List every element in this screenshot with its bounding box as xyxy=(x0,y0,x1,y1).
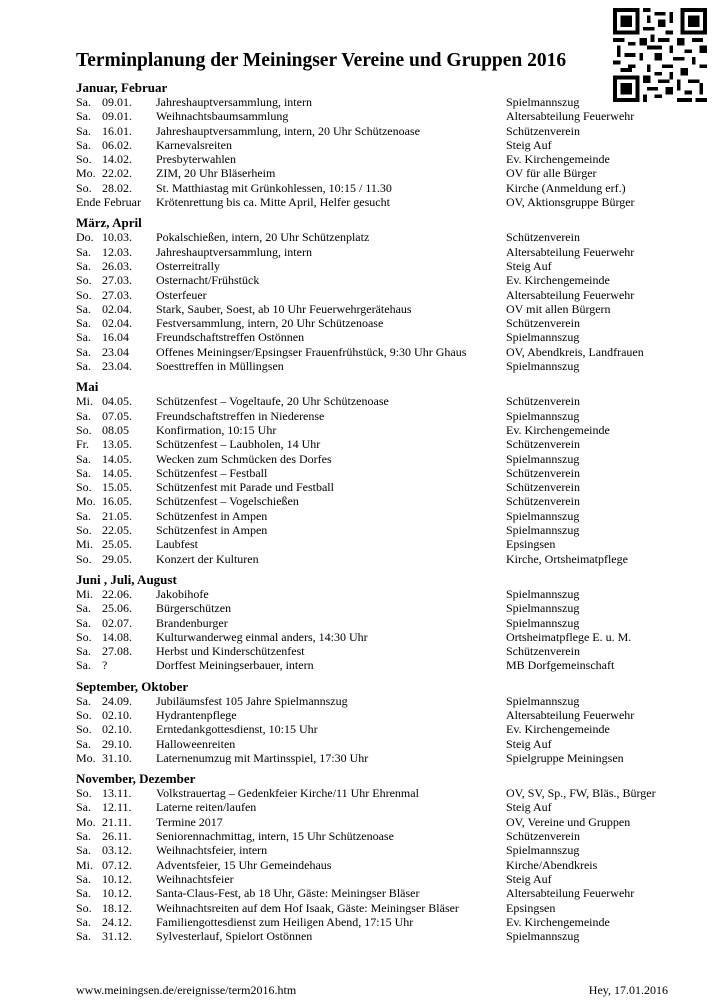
event-organizer: Schützenverein xyxy=(506,480,580,495)
event-row xyxy=(76,829,676,843)
event-row xyxy=(76,815,676,829)
event-date: 15.05. xyxy=(102,480,132,495)
event-row xyxy=(76,886,676,900)
event-row xyxy=(76,552,676,566)
event-title: Offenes Meiningser/Epsingser Frauenfrühstück, 9:30 Uhr Ghaus xyxy=(156,344,467,359)
event-date: 24.09. xyxy=(102,693,132,708)
event-organizer: Spielmannszug xyxy=(506,508,580,523)
event-day: Sa. xyxy=(76,95,91,109)
event-organizer: Ev. Kirchengemeinde xyxy=(506,422,610,437)
event-organizer: Epsingsen xyxy=(506,900,556,915)
event-date: 21.05. xyxy=(102,508,132,523)
event-date: 23.04. xyxy=(102,359,132,374)
event-day: Sa. xyxy=(76,693,91,708)
event-day: Mi. xyxy=(76,394,94,409)
event-row xyxy=(76,245,676,259)
event-title: Sylvesterlauf, Spielort Ostönnen xyxy=(156,929,313,944)
event-row xyxy=(76,423,676,437)
section-heading: Juni , Juli, August xyxy=(76,571,177,587)
event-title: Festversammlung, intern, 20 Uhr Schützenoase xyxy=(156,316,384,331)
event-title: Jakobihofe xyxy=(156,586,209,601)
event-row xyxy=(76,316,676,330)
event-day: Sa. xyxy=(76,914,91,929)
event-date: 27.03. xyxy=(102,287,132,302)
event-organizer: Schützenverein xyxy=(506,394,580,409)
event-day: Sa. xyxy=(76,244,91,259)
section-heading: Januar, Februar xyxy=(76,80,168,95)
event-row xyxy=(76,273,676,287)
event-row xyxy=(76,929,676,943)
event-organizer: OV, Abendkreis, Landfrauen xyxy=(506,344,644,359)
event-title: Schützenfest in Ampen xyxy=(156,508,268,523)
event-title: Santa-Claus-Fest, ab 18 Uhr, Gäste: Meiningser Bläser xyxy=(156,886,420,901)
event-day: Mo. xyxy=(76,494,96,509)
section-heading: September, Oktober xyxy=(76,678,189,694)
event-title: St. Matthiastag mit Grünkohlessen, 10:15 / 11.30 xyxy=(156,180,392,195)
event-day: Sa. xyxy=(76,330,91,345)
event-title: Schützenfest – Vogeltaufe, 20 Uhr Schützenoase xyxy=(156,394,389,409)
event-title: Freundschaftstreffen Ostönnen xyxy=(156,330,305,345)
event-organizer: Kirche, Ortsheimatpflege xyxy=(506,551,628,566)
event-title: Stark, Sauber, Soest, ab 10 Uhr Feuerwehrgerätehaus xyxy=(156,301,412,316)
event-title: Schützenfest – Laubholen, 14 Uhr xyxy=(156,437,321,452)
event-date: 12.03. xyxy=(102,244,132,259)
event-title: Halloweenreiten xyxy=(156,736,236,751)
event-row xyxy=(76,587,676,601)
event-day: Sa. xyxy=(76,465,91,480)
event-organizer: Schützenverein xyxy=(506,829,580,844)
event-date: 14.08. xyxy=(102,629,132,644)
event-organizer: Spielmannszug xyxy=(506,95,580,109)
event-day: Sa. xyxy=(76,301,91,316)
event-title: Wecken zum Schmücken des Dorfes xyxy=(156,451,332,466)
event-date: 16.05. xyxy=(102,494,132,509)
event-organizer: Schützenverein xyxy=(506,437,580,452)
event-row xyxy=(76,437,676,451)
event-title: Volkstrauertag – Gedenkfeier Kirche/11 Uhr Ehrenmal xyxy=(156,786,419,801)
event-day: So. xyxy=(76,287,92,302)
event-day: So. xyxy=(76,900,92,915)
event-organizer: Epsingsen xyxy=(506,537,556,552)
event-organizer: Spielmannszug xyxy=(506,330,580,345)
event-title: Freundschaftstreffen in Niederense xyxy=(156,408,325,423)
event-title: Jahreshauptversammlung, intern xyxy=(156,244,312,259)
event-row xyxy=(76,109,676,123)
event-day: Sa. xyxy=(76,359,91,374)
event-row xyxy=(76,195,676,209)
event-row xyxy=(76,737,676,751)
event-title: Laterne reiten/laufen xyxy=(156,800,257,815)
event-date: 22.05. xyxy=(102,523,132,538)
event-day: So. xyxy=(76,523,92,538)
event-day: Sa. xyxy=(76,644,91,659)
event-date: 13.11. xyxy=(102,786,132,801)
event-organizer: OV mit allen Bürgern xyxy=(506,301,611,316)
event-date: 16.04 xyxy=(102,330,129,345)
event-organizer: OV, SV, Sp., FW, Bläs., Bürger xyxy=(506,786,656,801)
event-day: Sa. xyxy=(76,137,91,152)
event-title: Dorffest Meiningserbauer, intern xyxy=(156,658,314,673)
footer-url[interactable]: www.meiningsen.de/ereignisse/term2016.htm xyxy=(76,983,297,997)
event-date: 10.12. xyxy=(102,886,132,901)
event-date: 02.07. xyxy=(102,615,132,630)
event-row xyxy=(76,181,676,195)
event-day: So. xyxy=(76,422,92,437)
event-organizer: Ev. Kirchengemeinde xyxy=(506,722,610,737)
event-title: Jubiläumsfest 105 Jahre Spielmannszug xyxy=(156,693,348,708)
event-date: 09.01. xyxy=(102,95,132,109)
event-day: Sa. xyxy=(76,601,91,616)
event-date: 25.05. xyxy=(102,537,132,552)
event-organizer: Altersabteilung Feuerwehr xyxy=(506,109,635,124)
event-title: Seniorennachmittag, intern, 15 Uhr Schützenoase xyxy=(156,829,394,844)
event-title: Karnevalsreiten xyxy=(156,137,232,152)
event-date: 07.12. xyxy=(102,857,132,872)
event-title: Osternacht/Frühstück xyxy=(156,273,260,288)
event-day: Sa. xyxy=(76,886,91,901)
event-organizer: Spielmannszug xyxy=(506,615,580,630)
event-date: 18.12. xyxy=(102,900,132,915)
event-row xyxy=(76,166,676,180)
event-title: Familiengottesdienst zum Heiligen Abend, 17:15 Uhr xyxy=(156,914,414,929)
event-day: So. xyxy=(76,629,92,644)
event-day: Fr. xyxy=(76,437,90,452)
event-organizer: Schützenverein xyxy=(506,644,580,659)
event-row xyxy=(76,858,676,872)
event-day: Sa. xyxy=(76,929,91,944)
event-row xyxy=(76,694,676,708)
event-day: Sa. xyxy=(76,829,91,844)
event-day: Sa. xyxy=(76,843,91,858)
event-date: 31.10. xyxy=(102,750,132,765)
event-row xyxy=(76,330,676,344)
event-row xyxy=(76,138,676,152)
event-date: 02.04. xyxy=(102,301,132,316)
event-date: 21.11. xyxy=(102,814,132,829)
event-title: Pokalschießen, intern, 20 Uhr Schützenplatz xyxy=(156,230,370,245)
event-date: 22.02. xyxy=(102,166,132,181)
event-title: Weihnachtsreiten auf dem Hof Isaak, Gäste: Meiningser Bläser xyxy=(156,900,459,915)
event-row xyxy=(76,601,676,615)
event-day: Sa. xyxy=(76,109,91,124)
event-row xyxy=(76,537,676,551)
event-row xyxy=(76,523,676,537)
event-day: Mo. xyxy=(76,750,96,765)
event-row xyxy=(76,480,676,494)
page-title: Terminplanung der Meiningser Vereine und Gruppen 2016 xyxy=(76,50,567,71)
event-row xyxy=(76,152,676,166)
event-organizer: Spielmannszug xyxy=(506,693,580,708)
event-date: 10.12. xyxy=(102,871,132,886)
event-day: So. xyxy=(76,152,92,167)
section-heading: November, Dezember xyxy=(76,771,196,787)
event-day: Sa. xyxy=(76,800,91,815)
event-organizer: Altersabteilung Feuerwehr xyxy=(506,707,635,722)
event-row xyxy=(76,95,676,109)
event-title: Konfirmation, 10:15 Uhr xyxy=(156,422,277,437)
event-day: Sa. xyxy=(76,123,91,138)
event-title: Brandenburger xyxy=(156,615,228,630)
event-date: 02.04. xyxy=(102,316,132,331)
event-row xyxy=(76,288,676,302)
event-organizer: Kirche (Anmeldung erf.) xyxy=(506,180,626,195)
event-title: Schützenfest – Vogelschießen xyxy=(156,494,299,509)
event-day: Sa. xyxy=(76,344,91,359)
event-day: Mo. xyxy=(76,166,96,181)
event-row xyxy=(76,800,676,814)
event-schedule xyxy=(76,80,676,943)
event-organizer: Schützenverein xyxy=(506,316,580,331)
event-day: Sa. xyxy=(76,736,91,751)
event-title: Laubfest xyxy=(156,537,198,552)
event-row xyxy=(76,359,676,373)
event-date: 27.03. xyxy=(102,273,132,288)
event-organizer: Spielgruppe Meiningsen xyxy=(506,750,624,765)
event-organizer: OV, Aktionsgruppe Bürger xyxy=(506,195,635,210)
event-day: So. xyxy=(76,273,92,288)
event-date: 08.05 xyxy=(102,422,129,437)
event-organizer: Spielmannszug xyxy=(506,601,580,616)
event-date: 02.10. xyxy=(102,722,132,737)
event-row xyxy=(76,644,676,658)
event-date: 23.04 xyxy=(102,344,129,359)
event-row xyxy=(76,394,676,408)
event-day: So. xyxy=(76,722,92,737)
event-date: 02.10. xyxy=(102,707,132,722)
event-title: Konzert der Kulturen xyxy=(156,551,259,566)
event-organizer: Spielmannszug xyxy=(506,408,580,423)
event-date: 07.05. xyxy=(102,408,132,423)
event-date: 28.02. xyxy=(102,180,132,195)
event-title: Herbst und Kinderschützenfest xyxy=(156,644,305,659)
event-day: Sa. xyxy=(76,508,91,523)
event-organizer: Spielmannszug xyxy=(506,843,580,858)
event-day: Ende Februar xyxy=(76,195,141,210)
event-date: 26.03. xyxy=(102,258,132,273)
event-day: Sa. xyxy=(76,451,91,466)
event-organizer: Altersabteilung Feuerwehr xyxy=(506,244,635,259)
event-row xyxy=(76,630,676,644)
event-title: Laternenumzug mit Martinsspiel, 17:30 Uhr xyxy=(156,750,369,765)
event-day: Mi. xyxy=(76,537,94,552)
event-row xyxy=(76,915,676,929)
event-row xyxy=(76,751,676,765)
event-organizer: Ortsheimatpflege E. u. M. xyxy=(506,629,632,644)
event-day: Sa. xyxy=(76,316,91,331)
event-row xyxy=(76,722,676,736)
event-title: Bürgerschützen xyxy=(156,601,232,616)
event-row xyxy=(76,708,676,722)
event-title: Adventsfeier, 15 Uhr Gemeindehaus xyxy=(156,857,332,872)
event-organizer: Schützenverein xyxy=(506,465,580,480)
event-organizer: Spielmannszug xyxy=(506,586,580,601)
event-day: So. xyxy=(76,480,92,495)
event-day: So. xyxy=(76,786,92,801)
event-organizer: Schützenverein xyxy=(506,123,580,138)
event-date: 13.05. xyxy=(102,437,132,452)
event-day: Sa. xyxy=(76,258,91,273)
event-title: Weihnachtsfeier, intern xyxy=(156,843,268,858)
event-organizer: Steig Auf xyxy=(506,137,552,152)
event-title: ZIM, 20 Uhr Bläserheim xyxy=(156,166,276,181)
event-row xyxy=(76,466,676,480)
event-row xyxy=(76,658,676,672)
event-title: Jahreshauptversammlung, intern xyxy=(156,95,312,109)
event-day: So. xyxy=(76,707,92,722)
event-date: 04.05. xyxy=(102,394,132,409)
event-day: Mi. xyxy=(76,857,94,872)
event-organizer: Spielmannszug xyxy=(506,359,580,374)
event-organizer: Steig Auf xyxy=(506,736,552,751)
event-title: Schützenfest in Ampen xyxy=(156,523,268,538)
event-date: 16.01. xyxy=(102,123,132,138)
event-day: Mi. xyxy=(76,586,94,601)
event-title: Erntedankgottesdienst, 10:15 Uhr xyxy=(156,722,318,737)
event-row xyxy=(76,494,676,508)
event-date: 31.12. xyxy=(102,929,132,944)
event-day: Do. xyxy=(76,230,94,245)
event-row xyxy=(76,509,676,523)
event-organizer: OV für alle Bürger xyxy=(506,166,597,181)
event-day: So. xyxy=(76,180,92,195)
event-date: 22.06. xyxy=(102,586,132,601)
event-row xyxy=(76,901,676,915)
event-row xyxy=(76,452,676,466)
event-organizer: Schützenverein xyxy=(506,230,580,245)
event-date: 27.08. xyxy=(102,644,132,659)
event-date: 29.05. xyxy=(102,551,132,566)
event-organizer: Altersabteilung Feuerwehr xyxy=(506,886,635,901)
event-row xyxy=(76,302,676,316)
event-day: Sa. xyxy=(76,615,91,630)
event-organizer: Steig Auf xyxy=(506,871,552,886)
section-heading: März, April xyxy=(76,215,142,231)
event-organizer: Ev. Kirchengemeinde xyxy=(506,914,610,929)
event-row xyxy=(76,345,676,359)
event-date: 09.01. xyxy=(102,109,132,124)
event-row xyxy=(76,786,676,800)
event-organizer: Spielmannszug xyxy=(506,523,580,538)
event-organizer: Steig Auf xyxy=(506,258,552,273)
event-row xyxy=(76,872,676,886)
event-organizer: Spielmannszug xyxy=(506,451,580,466)
event-day: Sa. xyxy=(76,871,91,886)
event-row xyxy=(76,230,676,244)
event-day: Sa. xyxy=(76,408,91,423)
event-title: Krötenrettung bis ca. Mitte April, Helfer gesucht xyxy=(156,195,390,210)
event-day: So. xyxy=(76,551,92,566)
event-date: 06.02. xyxy=(102,137,132,152)
event-row xyxy=(76,124,676,138)
event-date: ? xyxy=(102,658,108,673)
event-date: 12.11. xyxy=(102,800,132,815)
event-date: 03.12. xyxy=(102,843,132,858)
footer-author-date: Hey, 17.01.2016 xyxy=(588,983,668,997)
event-row xyxy=(76,409,676,423)
event-date: 10.03. xyxy=(102,230,132,245)
event-title: Weihnachtsbaumsammlung xyxy=(156,109,289,124)
event-date: 24.12. xyxy=(102,914,132,929)
event-organizer: Altersabteilung Feuerwehr xyxy=(506,287,635,302)
event-title: Schützenfest mit Parade und Festball xyxy=(156,480,334,495)
event-date: 14.02. xyxy=(102,152,132,167)
event-row xyxy=(76,616,676,630)
event-row xyxy=(76,259,676,273)
event-date: 14.05. xyxy=(102,465,132,480)
event-organizer: OV, Vereine und Gruppen xyxy=(506,814,631,829)
event-title: Osterreitrally xyxy=(156,258,220,273)
event-title: Presbyterwahlen xyxy=(156,152,236,167)
event-organizer: Ev. Kirchengemeinde xyxy=(506,152,610,167)
event-title: Jahreshauptversammlung, intern, 20 Uhr Schützenoase xyxy=(156,123,420,138)
event-date: 25.06. xyxy=(102,601,132,616)
event-organizer: Steig Auf xyxy=(506,800,552,815)
section-heading: Mai xyxy=(76,379,99,395)
event-organizer: Schützenverein xyxy=(506,494,580,509)
event-organizer: Ev. Kirchengemeinde xyxy=(506,273,610,288)
event-organizer: Spielmannszug xyxy=(506,929,580,944)
event-date: 14.05. xyxy=(102,451,132,466)
event-title: Schützenfest – Festball xyxy=(156,465,268,480)
event-title: Kulturwanderweg einmal anders, 14:30 Uhr xyxy=(156,629,368,644)
event-day: Mo. xyxy=(76,814,96,829)
event-organizer: MB Dorfgemeinschaft xyxy=(506,658,615,673)
event-title: Hydrantenpflege xyxy=(156,707,237,722)
event-title: Weihnachtsfeier xyxy=(156,871,234,886)
event-organizer: Kirche/Abendkreis xyxy=(506,857,598,872)
event-title: Termine 2017 xyxy=(156,814,223,829)
event-title: Osterfeuer xyxy=(156,287,207,302)
event-day: Sa. xyxy=(76,658,91,673)
event-title: Soesttreffen in Müllingsen xyxy=(156,359,284,374)
event-date: 29.10. xyxy=(102,736,132,751)
event-row xyxy=(76,843,676,857)
event-date: 26.11. xyxy=(102,829,132,844)
